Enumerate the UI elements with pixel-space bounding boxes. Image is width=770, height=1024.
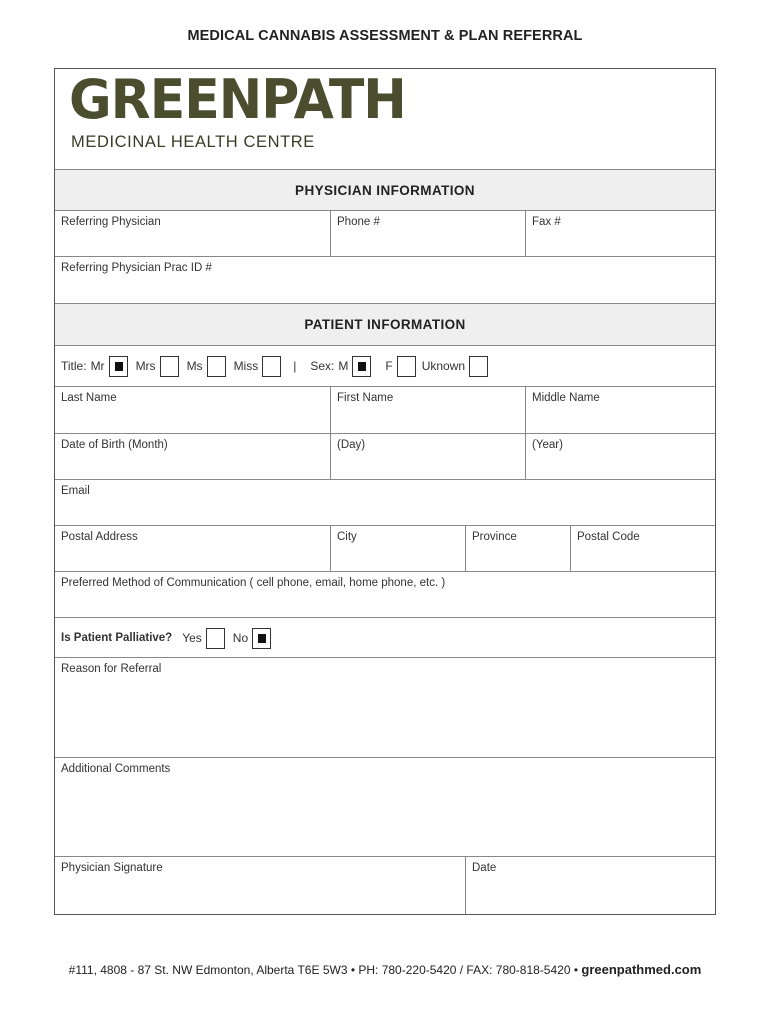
title-ms-label: Ms xyxy=(186,359,203,373)
patient-section-header: PATIENT INFORMATION xyxy=(55,304,715,346)
palliative-no-label: No xyxy=(232,631,249,645)
last-name-field[interactable]: Last Name xyxy=(61,392,117,404)
palliative-options xyxy=(61,618,275,658)
palliative-yes-checkbox[interactable] xyxy=(206,628,225,649)
sex-m-label: M xyxy=(338,359,349,373)
title-mrs-checkbox[interactable] xyxy=(160,356,179,377)
sex-unknown-label: Uknown xyxy=(421,359,466,373)
physician-section-header: PHYSICIAN INFORMATION xyxy=(55,170,715,211)
footer-address: #111, 4808 - 87 St. NW Edmonton, Alberta T6E 5W3 • PH: 780-220-5420 / FAX: 780-818-5420 • xyxy=(68,963,579,977)
palliative-yes-label: Yes xyxy=(182,631,202,645)
title-ms-checkbox[interactable] xyxy=(207,356,226,377)
postal-code-field[interactable]: Postal Code xyxy=(570,526,715,571)
prac-id-field[interactable]: Referring Physician Prac ID # xyxy=(61,262,212,274)
title-sex-row xyxy=(55,346,715,387)
name-row xyxy=(55,387,715,434)
email-row xyxy=(55,480,715,526)
footer xyxy=(0,962,770,977)
logo-subtitle: MEDICINAL HEALTH CENTRE xyxy=(71,133,315,151)
city-field[interactable]: City xyxy=(330,526,465,571)
fax-field[interactable]: Fax # xyxy=(525,211,715,256)
additional-comments-field[interactable]: Additional Comments xyxy=(61,763,171,775)
email-field[interactable]: Email xyxy=(61,485,90,497)
palliative-no-checkbox[interactable] xyxy=(252,628,271,649)
referral-form xyxy=(54,68,716,915)
logo-wordmark: GREENPATH xyxy=(69,68,406,132)
dob-day-field[interactable]: (Day) xyxy=(330,434,525,479)
palliative-row xyxy=(55,618,715,658)
first-name-field[interactable]: First Name xyxy=(330,387,525,433)
middle-name-field[interactable]: Middle Name xyxy=(525,387,715,433)
page-title: MEDICAL CANNABIS ASSESSMENT & PLAN REFERRAL xyxy=(187,28,583,44)
reason-for-referral-field[interactable]: Reason for Referral xyxy=(61,663,162,675)
postal-address-field[interactable]: Postal Address xyxy=(61,531,138,543)
title-miss-label: Miss xyxy=(233,359,259,373)
reason-row xyxy=(55,658,715,758)
title-mrs-label: Mrs xyxy=(135,359,156,373)
phone-field[interactable]: Phone # xyxy=(330,211,525,256)
sex-unknown-checkbox[interactable] xyxy=(469,356,488,377)
dob-year-field[interactable]: (Year) xyxy=(525,434,715,479)
preferred-method-field[interactable]: Preferred Method of Communication ( cell phone, email, home phone, etc. ) xyxy=(61,577,446,589)
signature-row xyxy=(55,857,715,914)
footer-website: greenpathmed.com xyxy=(581,962,702,977)
physician-row xyxy=(55,211,715,257)
palliative-label: Is Patient Palliative? xyxy=(61,632,173,644)
title-mr-label: Mr xyxy=(90,359,105,373)
sex-f-checkbox[interactable] xyxy=(397,356,416,377)
title-sex-options: Title: Mr Mrs Ms Miss | Sex: M F Uknown xyxy=(61,346,492,386)
date-field[interactable]: Date xyxy=(465,857,715,914)
prac-id-row xyxy=(55,257,715,304)
dob-month-field[interactable]: Date of Birth (Month) xyxy=(61,439,168,451)
title-miss-checkbox[interactable] xyxy=(262,356,281,377)
sex-f-label: F xyxy=(385,359,393,373)
address-row xyxy=(55,526,715,572)
comments-row xyxy=(55,758,715,857)
referring-physician-field[interactable]: Referring Physician xyxy=(61,216,161,228)
sex-m-checkbox[interactable] xyxy=(352,356,371,377)
logo-row xyxy=(55,69,715,170)
preferred-method-row xyxy=(55,572,715,618)
physician-signature-field[interactable]: Physician Signature xyxy=(61,862,163,874)
dob-row xyxy=(55,434,715,480)
province-field[interactable]: Province xyxy=(465,526,570,571)
separator: | xyxy=(293,359,297,373)
title-mr-checkbox[interactable] xyxy=(109,356,128,377)
